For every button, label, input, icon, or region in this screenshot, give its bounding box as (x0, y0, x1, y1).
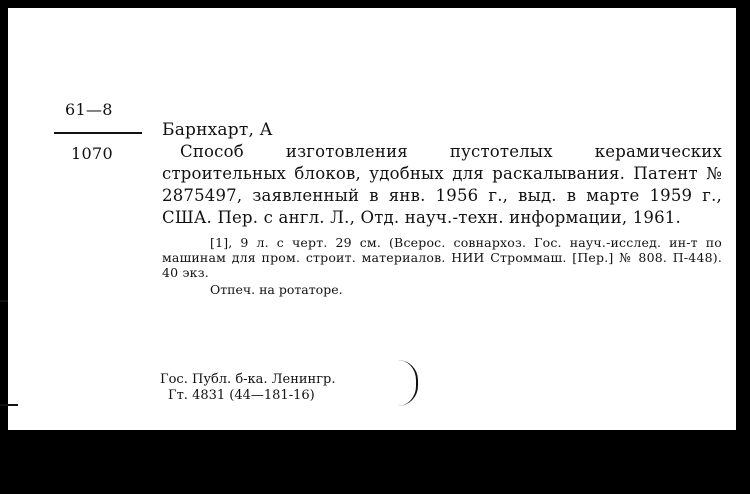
left-edge-mark (0, 300, 8, 302)
library-stamp (160, 372, 335, 404)
call-number: 1070 (71, 144, 113, 163)
class-divider (54, 132, 142, 134)
library-name: Гос. Публ. б-ка. Ленингр. (160, 372, 336, 387)
author: Барнхарт, А (162, 120, 273, 140)
note: Отпеч. на ротаторе. (210, 282, 343, 297)
class-number: 61—8 (65, 100, 113, 119)
scan-background (0, 430, 750, 494)
title-description: Способ изготовления пустотелых керамических строительных блоков, удобных для раскалывания. Патент № 2875497, заявленный в янв. 1956 г., выд. в марте 1959 г., США. Пер. с англ. Л., Отд. науч.-техн. информации, 1961. (162, 142, 722, 227)
physical-description: [1], 9 л. с черт. 29 см. (Всерос. совнархоз. Гос. науч.-исслед. ин-т по машинам для пром. строит. материалов. НИИ Строммаш. [Пер.] № 808. П-448). 40 экз. (162, 235, 722, 280)
library-code: Гт. 4831 (44—181-16) (168, 388, 315, 403)
bibliographic-entry (162, 120, 722, 297)
catalog-card (8, 8, 736, 430)
left-edge-mark (0, 404, 18, 406)
stamp-bracket (398, 360, 418, 406)
